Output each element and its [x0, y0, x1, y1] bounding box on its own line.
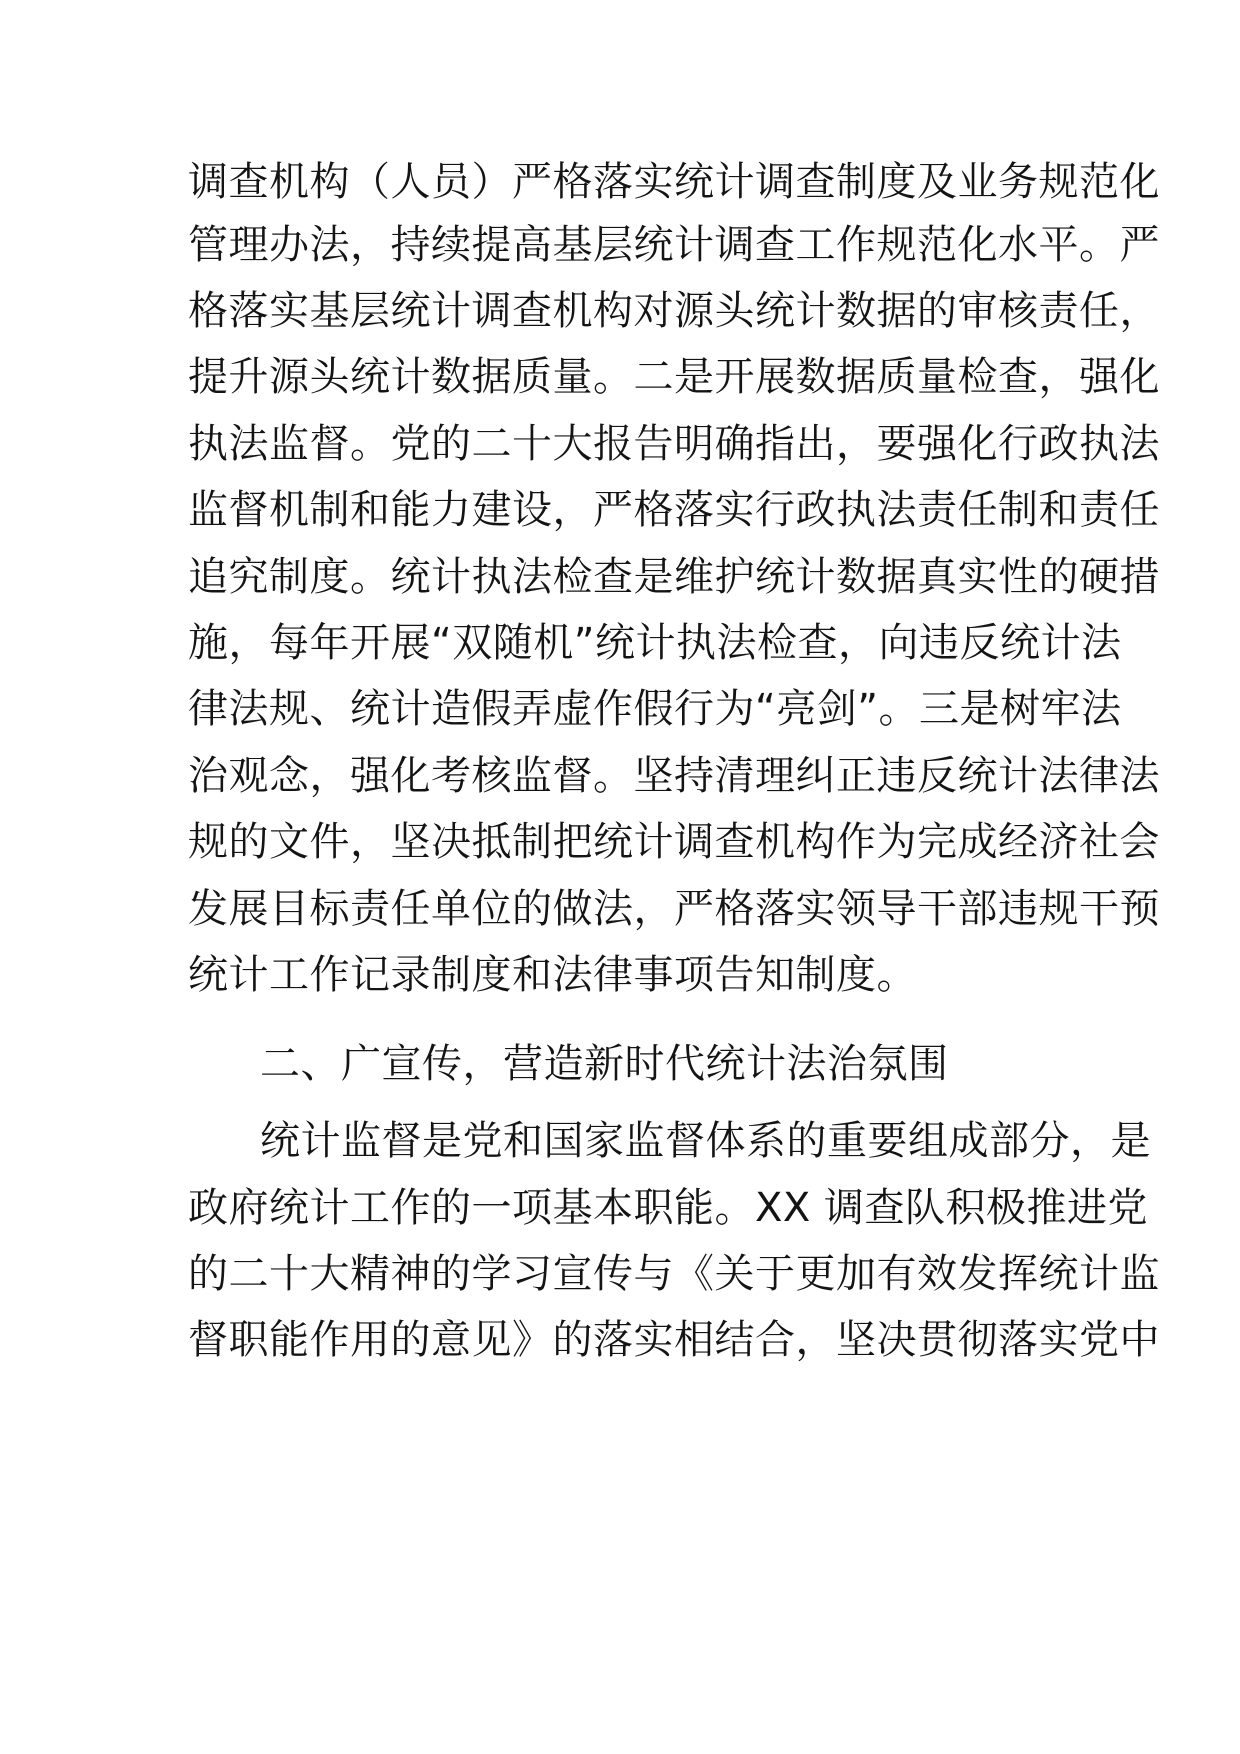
body-text-line: 管理办法，持续提高基层统计调查工作规范化水平。严 [188, 222, 1160, 268]
body-text-line: 治观念，强化考核监督。坚持清理纠正违反统计法律法 [188, 753, 1160, 799]
body-text-line: 规的文件，坚决抵制把统计调查机构作为完成经济社会 [188, 819, 1160, 865]
body-text-line: 施，每年开展“双随机”统计执法检查，向违反统计法 [188, 620, 1122, 666]
body-text-line: 追究制度。统计执法检查是维护统计数据真实性的硬措 [188, 554, 1160, 600]
body-text-line: 政府统计工作的一项基本职能。XX 调查队积极推进党 [188, 1185, 1149, 1231]
body-text-line: 监督机制和能力建设，严格落实行政执法责任制和责任 [188, 487, 1160, 533]
section-heading: 二、广宣传，营造新时代统计法治氛围 [260, 1041, 949, 1087]
body-text-line: 执法监督。党的二十大报告明确指出，要强化行政执法 [188, 421, 1160, 467]
body-text-line: 发展目标责任单位的做法，严格落实领导干部违规干预 [188, 886, 1160, 932]
body-text-line: 督职能作用的意见》的落实相结合，坚决贯彻落实党中 [188, 1317, 1160, 1363]
body-text-line: 调查机构（人员）严格落实统计调查制度及业务规范化 [188, 159, 1160, 205]
body-text-line: 格落实基层统计调查机构对源头统计数据的审核责任， [188, 288, 1160, 334]
body-text-line: 提升源头统计数据质量。二是开展数据质量检查，强化 [188, 354, 1160, 400]
body-text-line: 的二十大精神的学习宣传与《关于更加有效发挥统计监 [188, 1251, 1160, 1297]
body-text-line: 律法规、统计造假弄虚作假行为“亮剑”。三是树牢法 [188, 686, 1122, 732]
body-text-line: 统计监督是党和国家监督体系的重要组成部分，是 [260, 1118, 1151, 1164]
body-text-line: 统计工作记录制度和法律事项告知制度。 [188, 952, 917, 998]
